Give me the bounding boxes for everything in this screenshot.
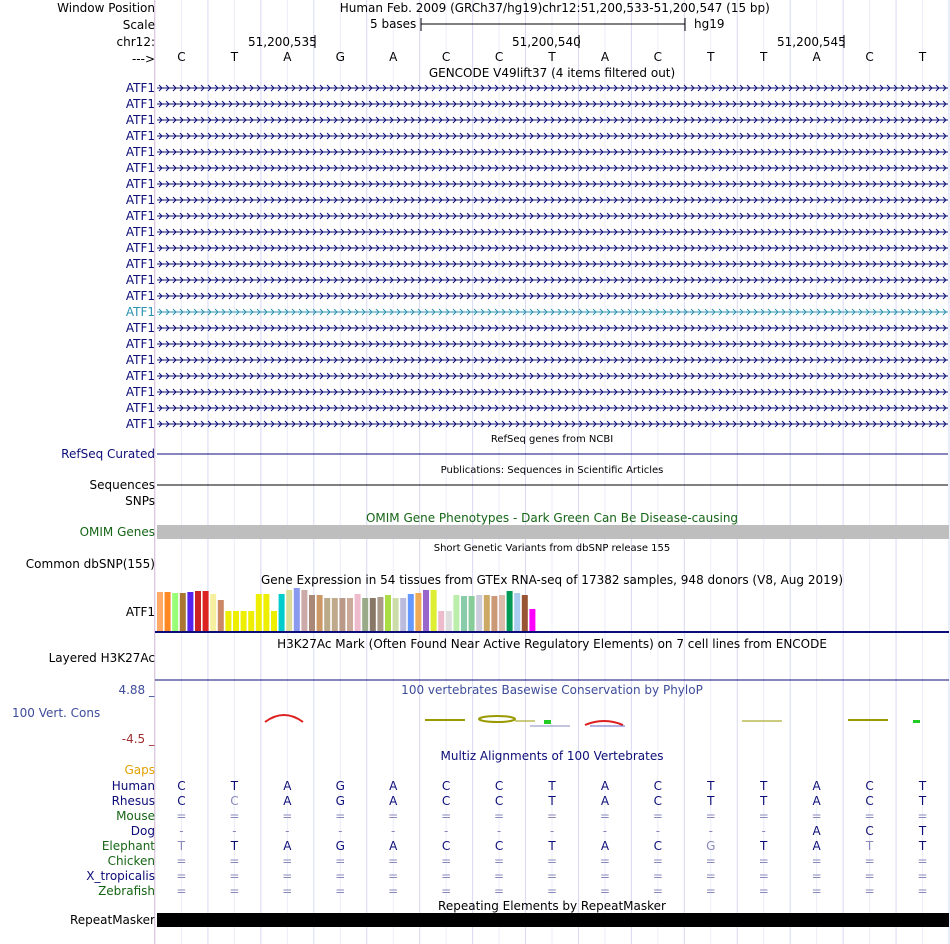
alignment-base: T <box>918 794 927 808</box>
gtex-bar <box>294 588 300 631</box>
gtex-bar <box>491 596 497 631</box>
alignment-base: = <box>388 884 399 898</box>
gtex-bar <box>210 594 216 631</box>
base-letter: C <box>653 50 663 64</box>
base-letter: T <box>707 50 715 64</box>
alignment-base: = <box>546 869 558 883</box>
alignment-base: G <box>335 839 345 853</box>
gtex-bar <box>180 593 186 631</box>
multiz-gaps-label: Gaps <box>124 763 155 777</box>
alignment-base: = <box>282 809 293 823</box>
gene-row <box>157 197 948 203</box>
alignment-base: = <box>494 809 505 823</box>
gene-label[interactable]: ATF1 <box>125 353 155 367</box>
alignment-base: C <box>865 794 874 808</box>
scale-text: 5 bases <box>370 17 417 31</box>
gtex-bar <box>438 611 444 631</box>
publications-track-title[interactable]: Publications: Sequences in Scientific Articles <box>440 465 664 476</box>
alignment-base: C <box>653 779 663 793</box>
gene-row <box>157 357 948 363</box>
repeatmasker-bar <box>157 913 949 927</box>
alignment-base: - <box>708 824 713 838</box>
phylop-ymin-label: -4.5 _ <box>121 732 155 746</box>
h3k27ac-track-label[interactable]: Layered H3K27Ac <box>48 651 155 665</box>
phylop-peak-red <box>585 721 623 725</box>
alignment-base: = <box>229 809 240 823</box>
alignment-base: C <box>441 794 451 808</box>
alignment-base: = <box>282 869 293 883</box>
gtex-bar <box>393 598 399 631</box>
alignment-base: = <box>599 809 610 823</box>
alignment-base: - <box>443 824 449 838</box>
gtex-bar <box>172 593 178 631</box>
assembly-text: Human Feb. 2009 (GRCh37/hg19) <box>339 1 543 15</box>
alignment-base: = <box>388 869 399 883</box>
alignment-base: C <box>494 779 504 793</box>
alignment-base: A <box>600 794 610 808</box>
alignment-base: - <box>496 824 502 838</box>
gtex-bar <box>499 595 505 631</box>
alignment-base: = <box>652 854 663 868</box>
gtex-bar <box>415 593 421 631</box>
phylop-peak-red <box>265 715 303 722</box>
alignment-base: = <box>494 884 505 898</box>
species-label: Elephant <box>101 839 155 853</box>
alignment-base: - <box>549 824 555 838</box>
base-letter: C <box>441 50 451 64</box>
gtex-bar <box>370 598 376 631</box>
alignment-base: A <box>600 839 610 853</box>
alignment-base: - <box>285 824 290 838</box>
gtex-bar <box>522 595 528 631</box>
phylop-track-title[interactable]: 100 vertebrates Basewise Conservation by PhyloP <box>401 683 703 697</box>
alignment-base: A <box>812 839 821 853</box>
gtex-track-title[interactable]: Gene Expression in 54 tissues from GTEx RNA-seq of 17382 samples, 948 donors (V8, Aug 2019) <box>260 573 844 587</box>
alignment-base: T <box>230 839 239 853</box>
gene-label[interactable]: ATF1 <box>125 305 155 319</box>
publications-sequences-label[interactable]: Sequences <box>89 478 155 492</box>
alignment-base: T <box>177 839 186 853</box>
alignment-base: A <box>389 794 398 808</box>
dbsnp-track-title[interactable]: Short Genetic Variants from dbSNP release 155 <box>433 543 671 554</box>
alignment-base: = <box>546 809 558 823</box>
base-letter: A <box>283 50 292 64</box>
gtex-bar <box>233 611 239 631</box>
gene-row <box>157 325 948 331</box>
alignment-base: = <box>705 869 716 883</box>
alignment-base: = <box>335 884 346 898</box>
gtex-bar <box>423 590 429 631</box>
alignment-base: = <box>388 854 399 868</box>
alignment-base: = <box>652 884 663 898</box>
db-text: hg19 <box>694 17 725 31</box>
gtex-bar <box>248 611 254 631</box>
species-label: Mouse <box>116 809 155 823</box>
gene-row <box>157 149 948 155</box>
alignment-base: A <box>283 794 292 808</box>
alignment-base: G <box>706 839 716 853</box>
alignment-base: C <box>494 839 504 853</box>
gene-label[interactable]: ATF1 <box>125 337 155 351</box>
gtex-bar <box>529 609 535 631</box>
alignment-base: A <box>812 824 821 838</box>
alignment-base: C <box>653 794 663 808</box>
alignment-base: = <box>335 809 346 823</box>
omim-track-label[interactable]: OMIM Genes <box>79 525 155 539</box>
alignment-base: = <box>758 884 769 898</box>
omim-track-title[interactable]: OMIM Gene Phenotypes - Dark Green Can Be Disease-causing <box>365 511 739 525</box>
gtex-bar <box>355 594 361 631</box>
repeatmasker-track-title[interactable]: Repeating Elements by RepeatMasker <box>438 899 666 913</box>
alignment-base: = <box>917 869 928 883</box>
alignment-base: = <box>282 884 293 898</box>
gene-label[interactable]: ATF1 <box>125 225 155 239</box>
alignment-base: = <box>599 884 610 898</box>
alignment-base: A <box>812 794 821 808</box>
gtex-bar <box>484 595 490 631</box>
species-label: X_tropicalis <box>86 869 155 883</box>
species-label: Rhesus <box>111 794 155 808</box>
gene-label[interactable]: ATF1 <box>125 289 155 303</box>
gene-label[interactable]: ATF1 <box>125 401 155 415</box>
ruler-tick-label: 51,200,540 <box>512 35 581 49</box>
gene-row <box>157 213 948 219</box>
gtex-bar <box>324 598 330 631</box>
gene-row <box>157 421 948 427</box>
phylop-peak-green <box>913 720 920 723</box>
alignment-base: = <box>811 869 822 883</box>
alignment-base: C <box>653 839 663 853</box>
base-letter: C <box>865 50 874 64</box>
alignment-base: = <box>599 854 610 868</box>
gene-label[interactable]: ATF1 <box>125 97 155 111</box>
phylop-ymax-label: 4.88 _ <box>118 683 155 697</box>
publications-snps-label[interactable]: SNPs <box>125 494 155 508</box>
alignment-base: A <box>812 779 821 793</box>
scale-label: Scale <box>122 18 155 32</box>
gene-row <box>157 229 948 235</box>
alignment-base: T <box>548 839 556 853</box>
gtex-bar <box>461 596 467 631</box>
alignment-base: G <box>335 779 345 793</box>
chrom-label: chr12: <box>116 35 155 49</box>
alignment-base: = <box>441 869 452 883</box>
gtex-bar <box>400 598 406 631</box>
species-label: Zebrafish <box>98 884 155 898</box>
alignment-base: T <box>918 839 927 853</box>
dbsnp-track-label[interactable]: Common dbSNP(155) <box>25 557 155 571</box>
alignment-base: = <box>546 854 558 868</box>
gene-label[interactable]: ATF1 <box>125 257 155 271</box>
alignment-base: = <box>917 809 928 823</box>
gtex-bar <box>271 611 277 631</box>
alignment-base: = <box>864 854 875 868</box>
alignment-base: = <box>441 809 452 823</box>
gene-label[interactable]: ATF1 <box>125 193 155 207</box>
base-letter: A <box>812 50 821 64</box>
gene-label[interactable]: ATF1 <box>125 209 155 223</box>
refseq-track-title[interactable]: RefSeq genes from NCBI <box>490 434 614 445</box>
gene-row <box>157 341 948 347</box>
alignment-base: = <box>441 854 452 868</box>
base-letter: T <box>760 50 768 64</box>
alignment-base: C <box>441 779 451 793</box>
alignment-base: = <box>494 869 505 883</box>
base-letter: G <box>335 50 345 64</box>
gtex-bar <box>286 590 292 631</box>
gene-row <box>157 373 948 379</box>
gtex-bar <box>309 595 315 631</box>
alignment-base: = <box>229 854 240 868</box>
alignment-base: = <box>705 884 716 898</box>
alignment-base: = <box>176 869 187 883</box>
alignment-base: = <box>229 884 240 898</box>
alignment-base: = <box>494 854 505 868</box>
alignment-base: = <box>864 809 875 823</box>
gene-row <box>157 293 948 299</box>
alignment-base: A <box>389 839 398 853</box>
alignment-base: - <box>761 824 766 838</box>
alignment-base: T <box>760 839 768 853</box>
gencode-track-title[interactable]: GENCODE V49lift37 (4 items filtered out) <box>428 66 676 80</box>
gene-row <box>157 261 948 267</box>
alignment-base: C <box>865 824 874 838</box>
alignment-base: = <box>546 884 558 898</box>
gtex-bars <box>157 588 535 631</box>
gtex-bar <box>408 594 414 631</box>
gene-row <box>157 165 948 171</box>
alignment-base: C <box>177 794 186 808</box>
gene-row <box>157 277 948 283</box>
alignment-base: T <box>548 779 556 793</box>
phylop-peak-olive <box>479 716 515 722</box>
alignment-base: G <box>335 794 345 808</box>
ruler-tick-label: 51,200,545 <box>777 35 846 49</box>
gene-label[interactable]: ATF1 <box>125 129 155 143</box>
alignment-base: = <box>811 884 822 898</box>
alignment-base: C <box>865 779 874 793</box>
gene-row <box>157 181 948 187</box>
base-letter: C <box>177 50 186 64</box>
gtex-bar <box>476 595 482 631</box>
species-label: Human <box>111 779 155 793</box>
gene-label[interactable]: ATF1 <box>125 113 155 127</box>
alignment-base: A <box>283 779 292 793</box>
gtex-bar <box>453 595 459 631</box>
gtex-bar <box>514 593 520 631</box>
gtex-bar <box>469 596 475 631</box>
alignment-base: = <box>229 869 240 883</box>
gtex-bar <box>332 598 338 631</box>
alignment-base: = <box>441 884 452 898</box>
alignment-base: T <box>707 779 715 793</box>
gtex-gene-label[interactable]: ATF1 <box>125 605 155 619</box>
gtex-bar <box>187 592 193 631</box>
gene-label[interactable]: ATF1 <box>125 273 155 287</box>
alignment-base: T <box>760 794 768 808</box>
alignment-base: - <box>232 824 237 838</box>
gene-label[interactable]: ATF1 <box>125 161 155 175</box>
species-label: Chicken <box>107 854 155 868</box>
alignment-base: = <box>176 854 187 868</box>
alignment-base: C <box>441 839 451 853</box>
base-letter: T <box>230 50 239 64</box>
gtex-bar <box>446 611 452 631</box>
phylop-signal <box>265 715 920 726</box>
alignment-base: T <box>230 779 239 793</box>
gene-label[interactable]: ATF1 <box>125 417 155 431</box>
alignment-base: T <box>918 779 927 793</box>
gtex-bar <box>157 592 163 631</box>
gtex-bar <box>347 598 353 631</box>
base-letter: T <box>918 50 927 64</box>
strand-label: ---> <box>131 52 155 66</box>
gtex-bar <box>507 591 513 631</box>
phylop-peak-green <box>544 720 551 724</box>
alignment-base: = <box>388 809 399 823</box>
gtex-bar <box>195 591 201 631</box>
alignment-base: T <box>865 839 874 853</box>
gene-label[interactable]: ATF1 <box>125 241 155 255</box>
refseq-track-label[interactable]: RefSeq Curated <box>61 447 155 461</box>
gene-label[interactable]: ATF1 <box>125 177 155 191</box>
window-position-label: Window Position <box>57 1 155 15</box>
gene-row <box>157 389 948 395</box>
alignment-base: = <box>705 854 716 868</box>
alignment-base: = <box>176 884 187 898</box>
h3k27ac-track-title[interactable]: H3K27Ac Mark (Often Found Near Active Regulatory Elements) on 7 cell lines from ENCODE <box>277 637 827 651</box>
gene-label[interactable]: ATF1 <box>125 81 155 95</box>
alignment-base: = <box>335 854 346 868</box>
alignment-base: C <box>177 779 186 793</box>
alignment-base: - <box>338 824 343 838</box>
gene-row <box>157 133 948 139</box>
gene-row <box>157 101 948 107</box>
alignment-base: A <box>389 779 398 793</box>
gene-row <box>157 309 948 315</box>
phylop-track-label[interactable]: 100 Vert. Cons <box>12 706 101 720</box>
base-letter: A <box>600 50 610 64</box>
alignment-base: = <box>864 869 875 883</box>
gtex-bar <box>362 598 368 631</box>
alignment-base: = <box>758 809 769 823</box>
gene-label[interactable]: ATF1 <box>125 145 155 159</box>
gtex-bar <box>339 598 345 631</box>
gene-label[interactable]: ATF1 <box>125 369 155 383</box>
gtex-bar <box>279 594 285 631</box>
gtex-bar <box>317 595 323 631</box>
alignment-base: - <box>179 824 184 838</box>
gtex-bar <box>385 595 391 631</box>
alignment-base: = <box>176 809 187 823</box>
alignment-base: C <box>230 794 239 808</box>
gtex-bar <box>431 590 437 631</box>
alignment-base: = <box>917 884 928 898</box>
gene-row <box>157 245 948 251</box>
alignment-base: = <box>705 809 716 823</box>
alignment-base: A <box>600 779 610 793</box>
alignment-base: = <box>282 854 293 868</box>
gtex-bar <box>203 591 209 631</box>
gtex-bar <box>263 594 269 631</box>
species-label: Dog <box>130 824 155 838</box>
alignment-base: = <box>652 809 663 823</box>
position-text: chr12:51,200,533-51,200,547 (15 bp) <box>542 1 770 15</box>
gtex-bar <box>225 611 231 631</box>
gtex-bar <box>165 592 171 631</box>
base-letter: C <box>494 50 504 64</box>
base-letter: T <box>548 50 556 64</box>
alignment-base: T <box>918 824 927 838</box>
alignment-base: = <box>335 869 346 883</box>
gtex-bar <box>377 597 383 631</box>
repeatmasker-track-label[interactable]: RepeatMasker <box>69 913 155 927</box>
gene-row <box>157 85 948 91</box>
alignment-base: = <box>652 869 663 883</box>
omim-bar <box>157 525 949 539</box>
gene-row <box>157 405 948 411</box>
alignment-base: T <box>760 779 768 793</box>
alignment-base: T <box>548 794 556 808</box>
alignment-base: = <box>917 854 928 868</box>
gene-label[interactable]: ATF1 <box>125 385 155 399</box>
alignment-base: - <box>655 824 661 838</box>
gene-label[interactable]: ATF1 <box>125 321 155 335</box>
gtex-bar <box>301 590 307 631</box>
gtex-bar <box>256 594 262 631</box>
alignment-base: T <box>707 794 715 808</box>
alignment-base: = <box>811 809 822 823</box>
gene-row <box>157 117 948 123</box>
alignment-base: = <box>758 854 769 868</box>
ruler-tick-label: 51,200,535 <box>248 35 317 49</box>
gtex-bar <box>218 600 224 631</box>
base-letter: A <box>389 50 398 64</box>
alignment-base: C <box>494 794 504 808</box>
alignment-base: A <box>283 839 292 853</box>
multiz-track-title[interactable]: Multiz Alignments of 100 Vertebrates <box>440 749 664 763</box>
alignment-base: = <box>811 854 822 868</box>
alignment-base: = <box>758 869 769 883</box>
alignment-base: - <box>391 824 396 838</box>
alignment-base: - <box>602 824 608 838</box>
alignment-base: = <box>864 884 875 898</box>
gtex-bar <box>241 611 247 631</box>
alignment-base: = <box>599 869 610 883</box>
